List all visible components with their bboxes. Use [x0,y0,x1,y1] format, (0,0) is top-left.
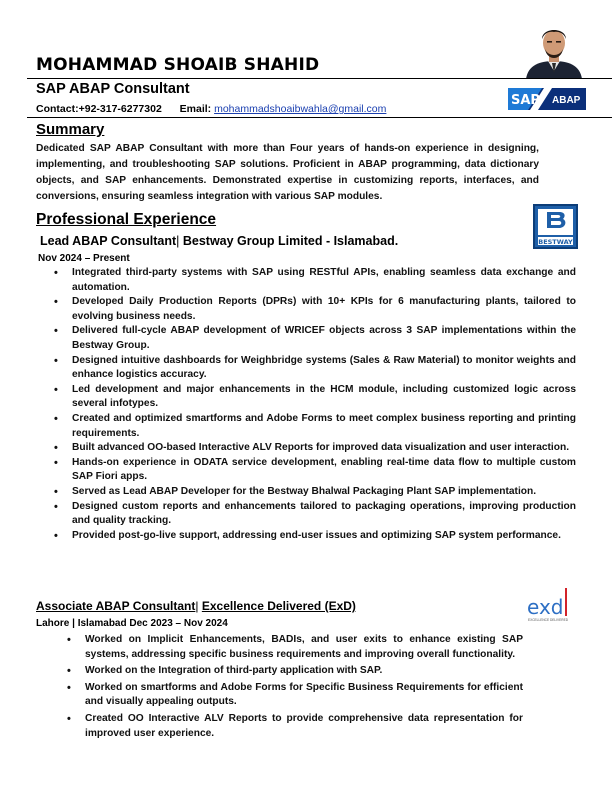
job-2-bullet-text: Worked on smartforms and Adobe Forms for Specific Business Requirements for efficient and visually appealing outputs. [85,681,523,708]
job-1-bullet-item [36,529,576,544]
job-2-role: Associate ABAP Consultant [36,599,196,613]
email-label: Email: [179,103,212,115]
sap-abap-logo [508,88,586,110]
bullet-dot-icon: • [54,296,58,309]
job-2-header [36,599,356,613]
job-2-bullet-item [49,712,523,741]
job-2-bullet-text: Worked on the Integration of third-party application with SAP. [85,665,383,677]
job-1-bullet-text: Built advanced OO-based Interactive ALV Reports for improved data visualization and user interaction. [72,442,570,454]
bullet-dot-icon: • [54,485,58,498]
bestway-logo-graphic [535,206,576,247]
bullet-dot-icon: • [54,412,58,425]
summary-heading: Summary [36,121,105,138]
exd-logo-graphic [525,588,575,624]
profile-photo-graphic [522,21,586,79]
job-1-header [40,234,398,248]
job-1-bullet-text: Provided post-go-live support, addressing end-user issues and optimizing SAP system performance. [72,529,561,541]
bullet-dot-icon: • [67,634,71,646]
bullet-dot-icon: • [54,456,58,469]
job-1-bullet-item [36,456,576,485]
phone-number[interactable]: +92-317-6277302 [78,103,162,115]
job-2-bullet-text: Created OO Interactive ALV Reports to provide comprehensive data representation for improved user experience. [85,712,523,739]
job-2-location-dates: Lahore | Islamabad Dec 2023 – Nov 2024 [36,618,228,629]
job-2-bullet-text: Worked on Implicit Enhancements, BADIs, and user exits to enhance existing SAP systems, addressing specific business requirements and improving overall functionality. [85,634,523,660]
job-1-dates: Nov 2024 – Present [38,253,130,264]
job-1-bullet-item [36,295,576,324]
job-1-bullet-item [36,324,576,353]
bullet-dot-icon: • [54,354,58,367]
job-1-bullet-item [36,354,576,383]
header-divider-bottom [27,117,612,118]
exd-logo-text: exd [527,595,564,619]
job-1-bullet-item [36,266,576,295]
bestway-logo-text: BESTWAY [538,238,573,246]
sap-abap-logo-graphic [508,88,586,110]
job-1-bullet-list [36,266,576,543]
bullet-dot-icon: • [54,325,58,338]
job-1-bullet-text: Developed Daily Production Reports (DPRs) with 10+ KPIs for 6 manufacturing plants, tailored to evolving business needs. [72,296,576,322]
profile-photo [522,21,586,79]
exd-logo-subtext: EXCELLENCE DELIVERED [528,618,569,622]
job-2-company: Excellence Delivered (ExD) [201,599,356,613]
job-1-bullet-text: Integrated third-party systems with SAP using RESTful APIs, enabling seamless data exchange and automation. [72,267,576,293]
abap-logo-text: ABAP [552,95,581,106]
bullet-dot-icon: • [54,529,58,542]
bullet-dot-icon: • [67,712,71,725]
exd-logo [525,588,575,624]
job-2-bullet-item [49,681,523,710]
header-divider-top [27,78,612,79]
job-1-bullet-text: Designed intuitive dashboards for Weighbridge systems (Sales & Raw Material) to monitor weights and enhance logistics accuracy. [72,354,576,381]
bullet-dot-icon: • [67,681,71,694]
job-1-bullet-item [36,485,576,500]
job-1-bullet-text: Led development and major enhancements in the HCM module, including customized logic across several infotypes. [72,383,576,410]
bullet-dot-icon: • [54,500,58,513]
candidate-name: MOHAMMAD SHOAIB SHAHID [36,55,320,75]
job-2-bullet-item [49,633,523,662]
job-1-bullet-item [36,441,576,456]
job-1-bullet-text: Designed custom reports and enhancements tailored to packaging operations, improving production and quality tracking. [72,500,576,527]
job-1-bullet-text: Served as Lead ABAP Developer for the Bestway Bhalwal Packaging Plant SAP implementation. [72,485,537,497]
sap-logo-text: SAP [511,93,540,108]
bullet-dot-icon: • [54,267,58,279]
email-link[interactable]: mohammadshoaibwahla@gmail.com [214,103,387,115]
bullet-dot-icon: • [54,383,58,396]
contact-label: Contact: [36,103,79,115]
contact-line [36,103,386,115]
job-2-separator: | [195,599,199,613]
bullet-dot-icon: • [67,665,71,678]
experience-heading: Professional Experience [36,211,217,228]
job-1-bullet-item [36,500,576,529]
job-1-bullet-text: Created and optimized smartforms and Adobe Forms to meet complex business reporting and printing requirements. [72,412,576,439]
job-1-bullet-text: Hands-on experience in ODATA service development, enabling real-time data flow to multiple custom SAP Fiori apps. [72,456,576,483]
job-2-bullet-list [49,633,523,743]
job-1-bullet-item [36,383,576,412]
job-1-separator: | [176,234,180,248]
job-title-headline: SAP ABAP Consultant [36,81,190,97]
job-2-bullet-item [49,664,523,679]
job-1-company: Bestway Group Limited - Islamabad. [182,234,399,248]
bullet-dot-icon: • [54,442,58,455]
job-1-role: Lead ABAP Consultant [40,234,177,248]
job-1-bullet-text: Delivered full-cycle ABAP development of WRICEF objects across 3 SAP implementations within the Bestway Group. [72,325,576,351]
bestway-logo [533,204,578,249]
summary-text: Dedicated SAP ABAP Consultant with more than Four years of hands-on experience in designing, implementing, and troubleshooting SAP solutions. Proficient in ABAP programming, data dictionary objects, and SAP enhancements. Demonstrated expertise in customizing reports, interfaces, and conversions, ensuring seamless integration with various SAP modules. [36,143,539,202]
job-1-bullet-item [36,412,576,441]
